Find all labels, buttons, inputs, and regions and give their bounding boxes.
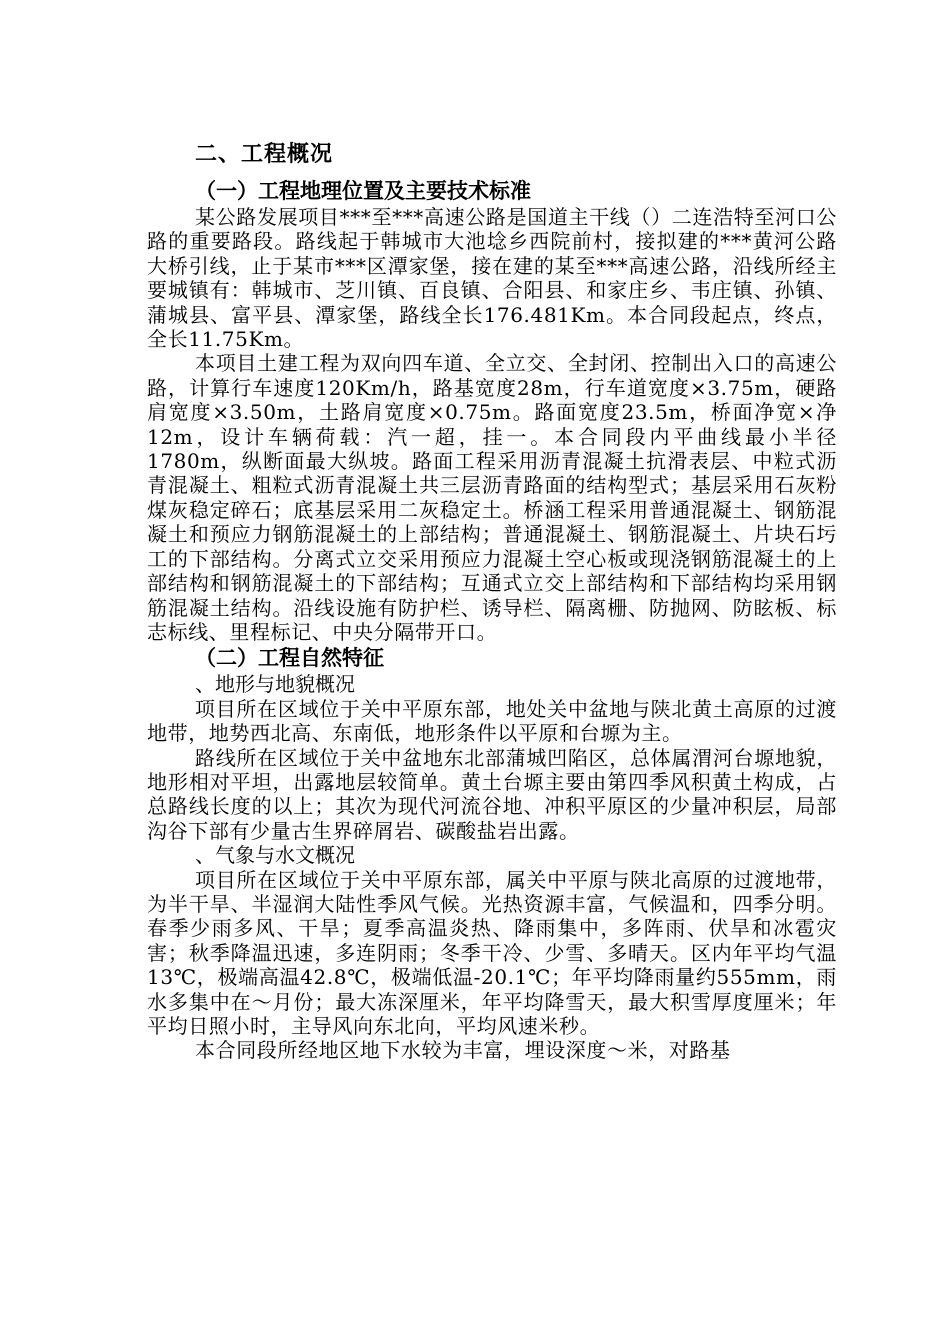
paragraph-technical-standards: 本项目土建工程为双向四车道、全立交、全封闭、控制出入口的高速公路，计算行车速度120Km/h，路基宽度28m，行车道宽度×3.75m，硬路肩宽度×3.50m，土路肩宽度×0.75m。路面宽度23.5m，桥面净宽×净12m，设计车辆荷载：汽一超，挂一。本合同段内平曲线最小半径1780m，纵断面最大纵坡。路面工程采用沥青混凝土抗滑表层、中粒式沥青混凝土、粗粒式沥青混凝土共三层沥青路面的结构型式；基层采用石灰粉煤灰稳定碎石；底基层采用二灰稳定土。桥涵工程采用普通混凝土、钢筋混凝土和预应力钢筋混凝土的上部结构；普通混凝土、钢筋混凝土、片块石圬工的下部结构。分离式立交采用预应力混凝土空心板或现浇钢筋混凝土的上部结构和钢筋混凝土的下部结构；互通式立交上部结构和下部结构均采用钢筋混凝土结构。沿线设施有防护栏、诱导栏、隔离栅、防抛网、防眩板、标志标线、里程标记、中央分隔带开口。 <box>147 351 837 644</box>
subheading-climate: 、气象与水文概况 <box>195 843 355 868</box>
paragraph-route-overview: 某公路发展项目***至***高速公路是国道主干线（）二连浩特至河口公路的重要路段。路线起于韩城市大池埝乡西院前村，接拟建的***黄河公路大桥引线，止于某市***区潭家堡，接在建的某至***高速公路，沿线所经主要城镇有：韩城市、芝川镇、百良镇、合阳县、和家庄乡、韦庄镇、孙镇、蒲城县、富平县、潭家堡，路线全长176.481Km。本合同段起点，终点，全长11.75Km。 <box>147 205 837 352</box>
section-title: 二、工程概况 <box>195 142 334 167</box>
subheading-terrain: 、地形与地貌概况 <box>195 672 355 697</box>
paragraph-groundwater: 本合同段所经地区地下水较为丰富，埋设深度～米，对路基 <box>195 1038 731 1063</box>
paragraph-terrain-region: 项目所在区域位于关中平原东部，地处关中盆地与陕北黄土高原的过渡地带，地势西北高、东南低，地形条件以平原和台塬为主。 <box>147 696 837 746</box>
paragraph-terrain-geology: 路线所在区域位于关中盆地东北部蒲城凹陷区，总体属渭河台塬地貌，地形相对平坦，出露地层较简单。黄土台塬主要由第四季风积黄土构成，占总路线长度的以上；其次为现代河流谷地、冲积平原区的少量冲积层，局部沟谷下部有少量古生界碎屑岩、碳酸盐岩出露。 <box>147 745 837 843</box>
subsection-title-natural-features: （二）工程自然特征 <box>195 646 384 671</box>
paragraph-climate: 项目所在区域位于关中平原东部，属关中平原与陕北高原的过渡地带，为半干旱、半湿润大陆性季风气候。光热资源丰富，气候温和，四季分明。春季少雨多风、干旱；夏季高温炎热、降雨集中，多阵雨、伏旱和冰雹灾害；秋季降温迅速，多连阴雨；冬季干冷、少雪、多晴天。区内年平均气温13℃，极端高温42.8℃，极端低温-20.1℃；年平均降雨量约555mm，雨水多集中在～月份；最大冻深厘米，年平均降雪天，最大积雪厚度厘米；年平均日照小时，主导风向东北向，平均风速米秒。 <box>147 867 837 1038</box>
subsection-title-location: （一）工程地理位置及主要技术标准 <box>195 179 531 203</box>
document-body <box>147 139 837 1063</box>
